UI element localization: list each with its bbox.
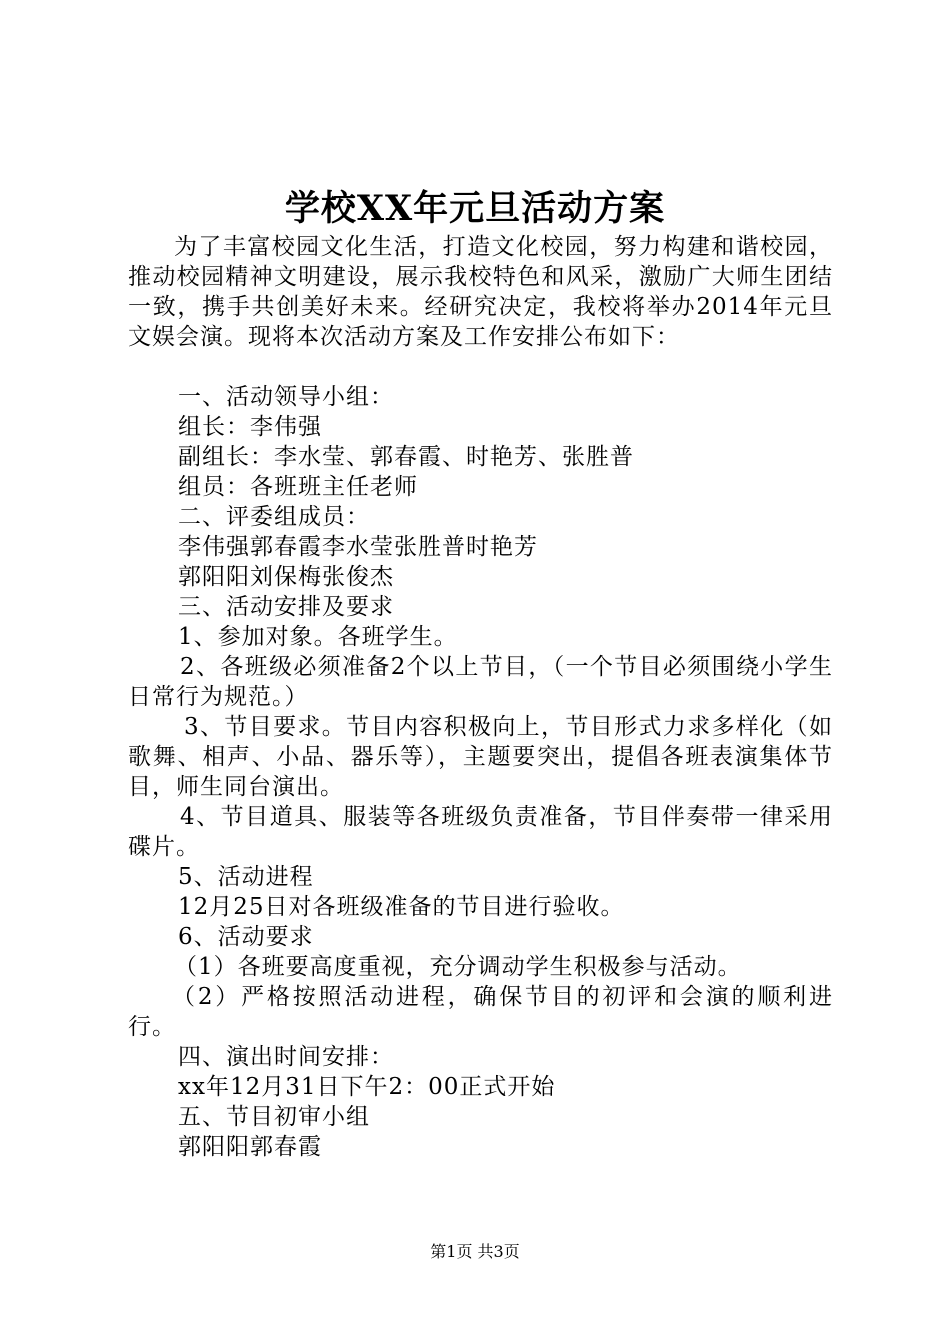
document-body	[128, 232, 833, 1162]
section-3-heading: 三、活动安排及要求	[178, 594, 394, 620]
judges-line-1: 李伟强郭春霞李水莹张胜普时艳芳	[178, 534, 538, 560]
leader-line: 组长：李伟强	[178, 414, 322, 440]
schedule-line: xx年12月31日下午2：00正式开始	[178, 1074, 556, 1100]
item-3: 3、节目要求。节目内容积极向上，节目形式力求多样化（如歌舞、相声、小品、器乐等），主题要突出，提倡各班表演集体节目，师生同台演出。	[128, 714, 833, 800]
section-4-heading: 四、演出时间安排：	[178, 1044, 394, 1070]
item-1: 1、参加对象。各班学生。	[178, 624, 458, 650]
deputy-leader-line: 副组长：李水莹、郭春霞、时艳芳、张胜普	[178, 444, 634, 470]
item-6-a: （1）各班要高度重视，充分调动学生积极参与活动。	[174, 954, 742, 980]
page-footer: 第1页 共3页	[430, 1242, 520, 1261]
item-6-b: （2）严格按照活动进程，确保节目的初评和会演的顺利进行。	[128, 984, 833, 1040]
section-1-heading: 一、活动领导小组：	[178, 384, 394, 410]
intro-paragraph: 为了丰富校园文化生活，打造文化校园，努力构建和谐校园，推动校园精神文明建设，展示我校特色和风采，激励广大师生团结一致，携手共创美好未来。经研究决定，我校将举办2014年元旦文娱会演。现将本次活动方案及工作安排公布如下：	[128, 234, 833, 350]
item-4: 4、节目道具、服装等各班级负责准备，节目伴奏带一律采用碟片。	[128, 804, 833, 860]
item-5: 5、活动进程	[178, 864, 314, 890]
item-5-detail: 12月25日对各班级准备的节目进行验收。	[178, 894, 625, 920]
section-2-heading: 二、评委组成员：	[178, 504, 370, 530]
item-2: 2、各班级必须准备2个以上节目，（一个节目必须围绕小学生日常行为规范。）	[128, 654, 833, 710]
reviewers-line: 郭阳阳郭春霞	[178, 1134, 322, 1160]
item-6: 6、活动要求	[178, 924, 314, 950]
paragraph-gap	[128, 352, 833, 382]
section-5-heading: 五、节目初审小组	[178, 1104, 370, 1130]
members-line: 组员：各班班主任老师	[178, 474, 418, 500]
judges-line-2: 郭阳阳刘保梅张俊杰	[178, 564, 394, 590]
document-title: 学校XX年元旦活动方案	[284, 188, 666, 229]
